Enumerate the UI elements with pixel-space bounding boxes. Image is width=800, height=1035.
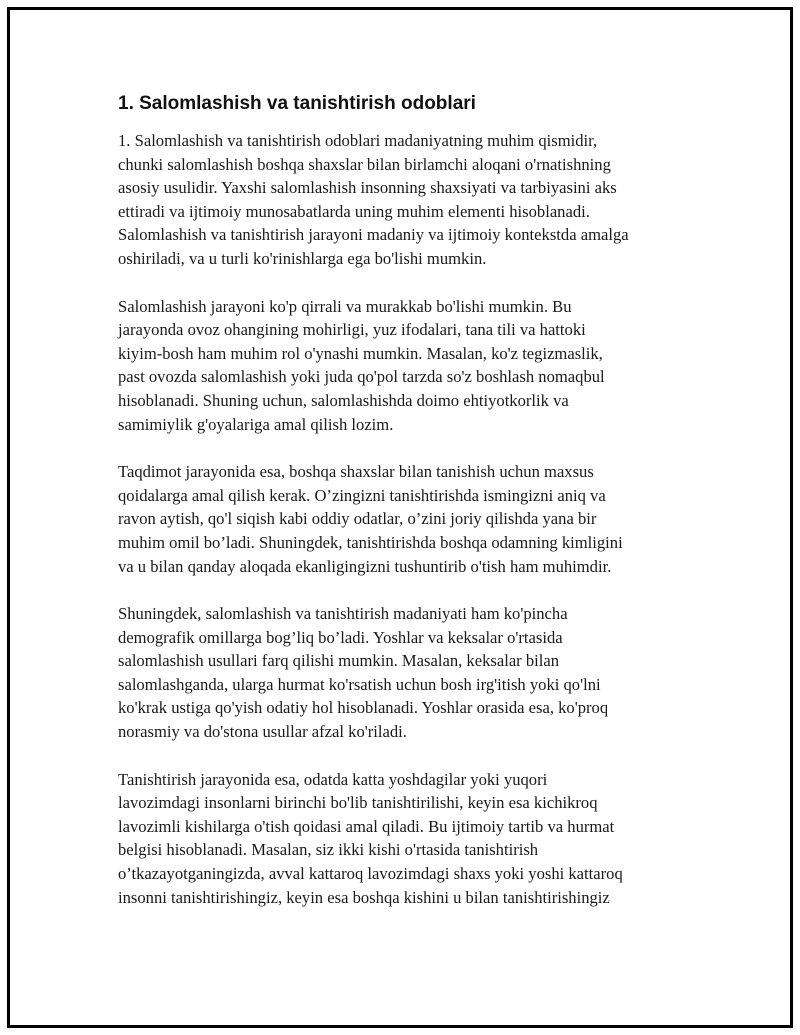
paragraph-1: 1. Salomlashish va tanishtirish odoblari madaniyatning muhim qismidir, chunki salomlashish boshqa shaxslar bilan birlamchi aloqani o'rnatishning asosiy usulidir. Yaxshi salomlashish insonning shaxsiyati va tarbiyasini aks ettiradi va ijtimoiy munosabatlarda uning muhim elementi hisoblanadi. Salomlashish va tanishtirish jarayoni madaniy va ijtimoiy kontekstda amalga oshiriladi, va u turli ko'rinishlarga ega bo'lishi mumkin. <box>118 131 629 268</box>
paragraph-3: Taqdimot jarayonida esa, boshqa shaxslar bilan tanishish uchun maxsus qoidalarga amal qilish kerak. O’zingizni tanishtirishda ismingizni aniq va ravon aytish, qo'l siqish kabi oddiy odatlar, o’zini joriy qilishda yana bir muhim omil bo’ladi. Shuningdek, tanishtirishda boshqa odamning kimligini va u bilan qanday aloqada ekanligingizni tushuntirib o'tish ham muhimdir. <box>118 462 623 576</box>
paragraph-2: Salomlashish jarayoni ko'p qirrali va murakkab bo'lishi mumkin. Bu jarayonda ovoz ohangining mohirligi, yuz ifodalari, tana tili va hattoki kiyim-bosh ham muhim rol o'ynashi mumkin. Masalan, ko'z tegizmaslik, past ovozda salomlashish yoki juda qo'pol tarzda so'z boshlash nomaqbul hisoblanadi. Shuning uchun, salomlashishda doimo ehtiyotkorlik va samimiylik g'oyalariga amal qilish lozim. <box>118 296 605 434</box>
paragraph-4: Shuningdek, salomlashish va tanishtirish madaniyati ham ko'pincha demografik omillarga bog’liq bo’ladi. Yoshlar va keksalar o'rtasida salomlashish usullari farq qilishi mumkin. Masalan, keksalar bilan salomlashganda, ularga hurmat ko'rsatish uchun bosh irg'itish yoki qo'lni ko'krak ustiga qo'yish odatiy hol hisoblanadi. Yoshlar orasida esa, ko'proq norasmiy va do'stona usullar afzal ko'riladi. <box>118 604 609 742</box>
document-body <box>118 92 678 933</box>
section-heading: 1. Salomlashish va tanishtirish odoblari <box>118 93 476 114</box>
paragraph-5: Tanishtirish jarayonida esa, odatda katta yoshdagilar yoki yuqori lavozimdagi insonlarni birinchi bo'lib tanishtirilishi, keyin esa kichikroq lavozimli kishilarga o'tish qoidasi amal qiladi. Bu ijtimoiy tartib va hurmat belgisi hisoblanadi. Masalan, siz ikki kishi o'rtasida tanishtirish o’tkazayotganingizda, avval kattaroq lavozimdagi shaxs yoki yoshi kattaroq insonni tanishtirishingiz, keyin esa boshqa kishini u bilan tanishtirishingiz <box>118 769 623 907</box>
